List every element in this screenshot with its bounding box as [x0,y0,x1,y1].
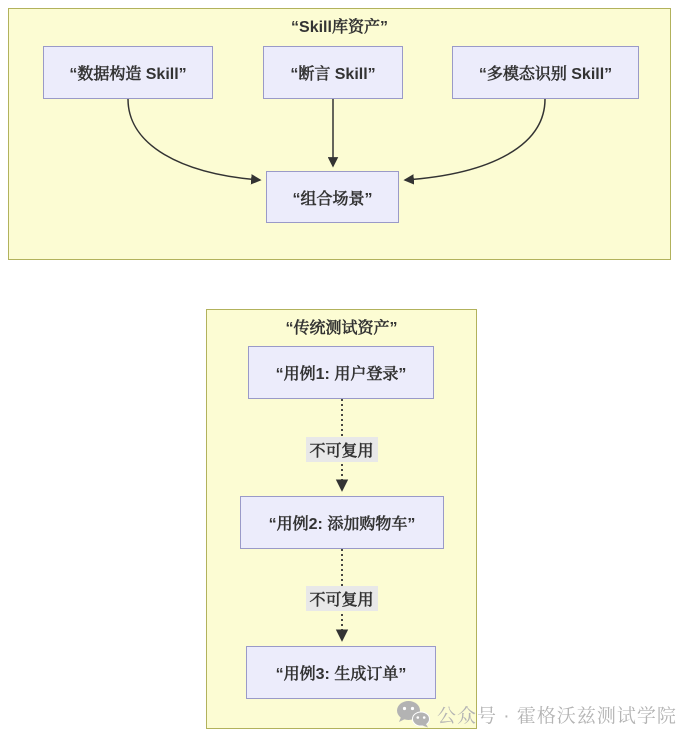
node-assertion-skill: “断言 Skill” [263,46,403,99]
node-case3-generate-order: “用例3: 生成订单” [246,646,436,699]
node-case1-user-login: “用例1: 用户登录” [248,346,434,399]
cluster-legacy-assets [206,309,477,729]
edge-multimodal-to-scenario-arrow [405,99,545,180]
cluster-legacy-assets-title: “传统测试资产” [285,320,398,337]
node-combined-scenario: “组合场景” [266,171,399,223]
watermark-text: 公众号 · 霍格沃兹测试学院 [437,705,677,727]
edge-label-not-reusable-1: 不可复用 [305,437,377,462]
wechat-icon [396,700,430,728]
node-multimodal-recognition-skill: “多模态识别 Skill” [452,46,639,99]
edge-data-construction-to-scenario-arrow [128,99,260,180]
edge-label-not-reusable-2: 不可复用 [305,586,377,611]
cluster-skill-assets-title: “Skill库资产” [291,19,388,36]
cluster-skill-assets [8,8,671,260]
node-data-construction-skill: “数据构造 Skill” [43,46,213,99]
node-case2-add-to-cart: “用例2: 添加购物车” [240,496,444,549]
watermark [396,700,677,728]
